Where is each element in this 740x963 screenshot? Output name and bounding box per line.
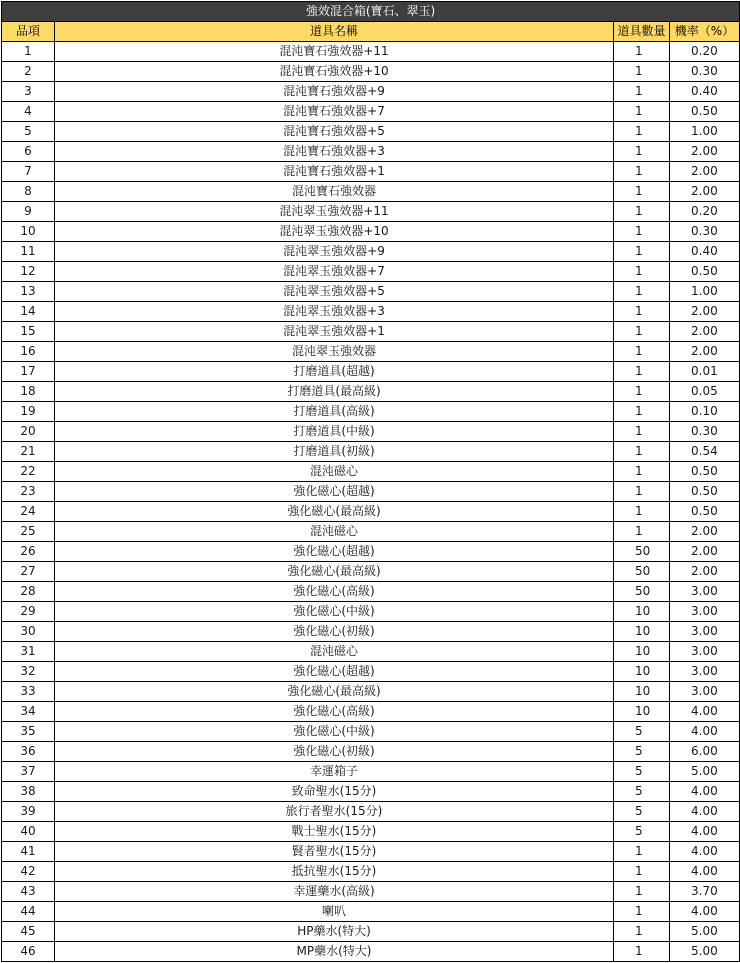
table-row — [2, 642, 740, 662]
item-probability-cell: 3.00 — [670, 622, 740, 642]
item-probability-cell: 2.00 — [670, 162, 740, 182]
item-probability-cell: 3.70 — [670, 882, 740, 902]
item-probability-cell: 4.00 — [670, 822, 740, 842]
item-quantity-cell: 1 — [614, 882, 670, 902]
item-quantity-cell: 1 — [614, 262, 670, 282]
item-quantity-cell: 1 — [614, 482, 670, 502]
item-quantity-cell: 1 — [614, 402, 670, 422]
item-quantity-cell: 5 — [614, 762, 670, 782]
table-row — [2, 722, 740, 742]
item-number-cell: 9 — [2, 202, 55, 222]
item-name-cell: MP藥水(特大) — [55, 942, 614, 962]
item-name-cell: 混沌翠玉強效器+1 — [55, 322, 614, 342]
item-number-cell: 32 — [2, 662, 55, 682]
item-probability-cell: 3.00 — [670, 602, 740, 622]
item-probability-cell: 2.00 — [670, 562, 740, 582]
item-name-cell: 強化磁心(中級) — [55, 722, 614, 742]
table-row — [2, 682, 740, 702]
item-probability-cell: 4.00 — [670, 862, 740, 882]
table-row — [2, 182, 740, 202]
table-row — [2, 62, 740, 82]
table-row — [2, 542, 740, 562]
item-quantity-cell: 1 — [614, 462, 670, 482]
table-row — [2, 502, 740, 522]
item-probability-cell: 0.05 — [670, 382, 740, 402]
item-probability-cell: 1.00 — [670, 122, 740, 142]
item-quantity-cell: 5 — [614, 722, 670, 742]
item-name-cell: 強化磁心(初級) — [55, 742, 614, 762]
item-number-cell: 42 — [2, 862, 55, 882]
table-row — [2, 662, 740, 682]
item-probability-cell: 0.50 — [670, 462, 740, 482]
item-number-cell: 11 — [2, 242, 55, 262]
item-name-cell: 幸運箱子 — [55, 762, 614, 782]
item-name-cell: 打磨道具(中級) — [55, 422, 614, 442]
item-quantity-cell: 10 — [614, 702, 670, 722]
table-row — [2, 222, 740, 242]
item-name-cell: 強化磁心(最高級) — [55, 562, 614, 582]
item-quantity-cell: 5 — [614, 742, 670, 762]
table-row — [2, 42, 740, 62]
item-number-cell: 40 — [2, 822, 55, 842]
item-name-cell: HP藥水(特大) — [55, 922, 614, 942]
item-number-cell: 13 — [2, 282, 55, 302]
item-probability-cell: 0.54 — [670, 442, 740, 462]
item-number-cell: 36 — [2, 742, 55, 762]
item-number-cell: 46 — [2, 942, 55, 962]
item-number-cell: 38 — [2, 782, 55, 802]
item-number-cell: 6 — [2, 142, 55, 162]
drop-rate-table — [1, 1, 740, 962]
item-number-cell: 28 — [2, 582, 55, 602]
item-number-cell: 43 — [2, 882, 55, 902]
item-probability-cell: 2.00 — [670, 542, 740, 562]
item-probability-cell: 0.30 — [670, 422, 740, 442]
table-row — [2, 562, 740, 582]
item-probability-cell: 2.00 — [670, 302, 740, 322]
item-name-cell: 混沌翠玉強效器 — [55, 342, 614, 362]
item-probability-cell: 3.00 — [670, 662, 740, 682]
item-name-cell: 幸運藥水(高級) — [55, 882, 614, 902]
table-row — [2, 282, 740, 302]
item-number-cell: 41 — [2, 842, 55, 862]
item-number-cell: 10 — [2, 222, 55, 242]
item-number-cell: 15 — [2, 322, 55, 342]
table-title-row — [2, 2, 740, 22]
item-name-cell: 混沌寶石強效器+9 — [55, 82, 614, 102]
item-probability-cell: 0.30 — [670, 62, 740, 82]
item-probability-cell: 0.10 — [670, 402, 740, 422]
item-probability-cell: 3.00 — [670, 682, 740, 702]
item-number-cell: 19 — [2, 402, 55, 422]
item-probability-cell: 2.00 — [670, 522, 740, 542]
item-number-cell: 3 — [2, 82, 55, 102]
item-probability-cell: 2.00 — [670, 322, 740, 342]
table-row — [2, 382, 740, 402]
item-probability-cell: 4.00 — [670, 782, 740, 802]
item-number-cell: 7 — [2, 162, 55, 182]
item-quantity-cell: 1 — [614, 122, 670, 142]
item-name-cell: 混沌寶石強效器+10 — [55, 62, 614, 82]
column-header-item-name: 道具名稱 — [55, 22, 614, 42]
item-quantity-cell: 1 — [614, 922, 670, 942]
item-probability-cell: 3.00 — [670, 642, 740, 662]
item-name-cell: 喇叭 — [55, 902, 614, 922]
column-header-row — [2, 22, 740, 42]
item-quantity-cell: 1 — [614, 422, 670, 442]
item-name-cell: 強化磁心(初級) — [55, 622, 614, 642]
item-probability-cell: 0.50 — [670, 262, 740, 282]
item-quantity-cell: 1 — [614, 842, 670, 862]
item-quantity-cell: 10 — [614, 622, 670, 642]
item-name-cell: 混沌寶石強效器+3 — [55, 142, 614, 162]
item-number-cell: 25 — [2, 522, 55, 542]
item-quantity-cell: 1 — [614, 62, 670, 82]
item-number-cell: 14 — [2, 302, 55, 322]
item-probability-cell: 5.00 — [670, 762, 740, 782]
item-probability-cell: 5.00 — [670, 922, 740, 942]
item-number-cell: 16 — [2, 342, 55, 362]
table-row — [2, 742, 740, 762]
item-probability-cell: 4.00 — [670, 902, 740, 922]
table-row — [2, 322, 740, 342]
item-probability-cell: 0.50 — [670, 482, 740, 502]
table-row — [2, 782, 740, 802]
table-row — [2, 122, 740, 142]
item-name-cell: 混沌磁心 — [55, 522, 614, 542]
item-name-cell: 旅行者聖水(15分) — [55, 802, 614, 822]
item-number-cell: 26 — [2, 542, 55, 562]
item-probability-cell: 0.20 — [670, 202, 740, 222]
table-row — [2, 262, 740, 282]
item-name-cell: 混沌翠玉強效器+9 — [55, 242, 614, 262]
table-row — [2, 622, 740, 642]
item-quantity-cell: 10 — [614, 642, 670, 662]
item-number-cell: 20 — [2, 422, 55, 442]
item-probability-cell: 0.40 — [670, 82, 740, 102]
table-row — [2, 302, 740, 322]
item-number-cell: 22 — [2, 462, 55, 482]
column-header-item-no: 品項 — [2, 22, 55, 42]
item-quantity-cell: 1 — [614, 282, 670, 302]
table-row — [2, 522, 740, 542]
item-number-cell: 37 — [2, 762, 55, 782]
item-name-cell: 抵抗聖水(15分) — [55, 862, 614, 882]
table-row — [2, 402, 740, 422]
table-row — [2, 902, 740, 922]
table-row — [2, 602, 740, 622]
item-quantity-cell: 1 — [614, 42, 670, 62]
item-name-cell: 打磨道具(最高級) — [55, 382, 614, 402]
item-number-cell: 35 — [2, 722, 55, 742]
table-row — [2, 582, 740, 602]
item-probability-cell: 6.00 — [670, 742, 740, 762]
item-quantity-cell: 1 — [614, 502, 670, 522]
item-name-cell: 混沌寶石強效器+7 — [55, 102, 614, 122]
column-header-probability: 機率（%） — [670, 22, 740, 42]
item-quantity-cell: 1 — [614, 862, 670, 882]
item-probability-cell: 0.01 — [670, 362, 740, 382]
item-number-cell: 44 — [2, 902, 55, 922]
item-name-cell: 強化磁心(超越) — [55, 542, 614, 562]
item-name-cell: 混沌寶石強效器+11 — [55, 42, 614, 62]
item-number-cell: 34 — [2, 702, 55, 722]
item-quantity-cell: 1 — [614, 442, 670, 462]
item-number-cell: 24 — [2, 502, 55, 522]
table-row — [2, 142, 740, 162]
item-name-cell: 打磨道具(初級) — [55, 442, 614, 462]
item-name-cell: 混沌翠玉強效器+10 — [55, 222, 614, 242]
item-probability-cell: 4.00 — [670, 702, 740, 722]
item-quantity-cell: 50 — [614, 562, 670, 582]
item-quantity-cell: 10 — [614, 602, 670, 622]
item-number-cell: 2 — [2, 62, 55, 82]
table-row — [2, 422, 740, 442]
item-probability-cell: 0.40 — [670, 242, 740, 262]
item-name-cell: 打磨道具(高級) — [55, 402, 614, 422]
table-row — [2, 462, 740, 482]
table-row — [2, 202, 740, 222]
table-row — [2, 802, 740, 822]
item-quantity-cell: 5 — [614, 782, 670, 802]
item-number-cell: 5 — [2, 122, 55, 142]
item-name-cell: 強化磁心(高級) — [55, 582, 614, 602]
item-quantity-cell: 1 — [614, 942, 670, 962]
item-quantity-cell: 10 — [614, 662, 670, 682]
item-probability-cell: 2.00 — [670, 342, 740, 362]
table-row — [2, 862, 740, 882]
item-name-cell: 混沌翠玉強效器+5 — [55, 282, 614, 302]
item-quantity-cell: 1 — [614, 162, 670, 182]
item-probability-cell: 3.00 — [670, 582, 740, 602]
item-number-cell: 29 — [2, 602, 55, 622]
item-quantity-cell: 1 — [614, 302, 670, 322]
item-probability-cell: 4.00 — [670, 802, 740, 822]
item-quantity-cell: 5 — [614, 822, 670, 842]
item-number-cell: 45 — [2, 922, 55, 942]
item-number-cell: 17 — [2, 362, 55, 382]
table-row — [2, 82, 740, 102]
item-probability-cell: 0.50 — [670, 102, 740, 122]
table-row — [2, 762, 740, 782]
item-name-cell: 混沌寶石強效器+1 — [55, 162, 614, 182]
table-body — [2, 42, 740, 962]
item-quantity-cell: 50 — [614, 582, 670, 602]
item-probability-cell: 4.00 — [670, 842, 740, 862]
item-name-cell: 混沌翠玉強效器+7 — [55, 262, 614, 282]
item-name-cell: 賢者聖水(15分) — [55, 842, 614, 862]
table-title: 強效混合箱(寶石、翠玉) — [2, 2, 740, 22]
item-number-cell: 30 — [2, 622, 55, 642]
item-number-cell: 33 — [2, 682, 55, 702]
item-number-cell: 18 — [2, 382, 55, 402]
item-quantity-cell: 1 — [614, 182, 670, 202]
item-number-cell: 31 — [2, 642, 55, 662]
item-probability-cell: 0.50 — [670, 502, 740, 522]
table-row — [2, 822, 740, 842]
item-name-cell: 致命聖水(15分) — [55, 782, 614, 802]
item-probability-cell: 0.30 — [670, 222, 740, 242]
table-row — [2, 102, 740, 122]
item-probability-cell: 5.00 — [670, 942, 740, 962]
item-quantity-cell: 1 — [614, 202, 670, 222]
item-name-cell: 強化磁心(超越) — [55, 662, 614, 682]
item-name-cell: 混沌磁心 — [55, 462, 614, 482]
item-number-cell: 1 — [2, 42, 55, 62]
item-name-cell: 強化磁心(高級) — [55, 702, 614, 722]
item-name-cell: 強化磁心(最高級) — [55, 502, 614, 522]
item-number-cell: 8 — [2, 182, 55, 202]
item-probability-cell: 2.00 — [670, 142, 740, 162]
table-row — [2, 482, 740, 502]
table-row — [2, 702, 740, 722]
item-quantity-cell: 1 — [614, 362, 670, 382]
item-quantity-cell: 1 — [614, 382, 670, 402]
item-quantity-cell: 1 — [614, 342, 670, 362]
table-row — [2, 942, 740, 962]
item-name-cell: 混沌寶石強效器 — [55, 182, 614, 202]
table-row — [2, 342, 740, 362]
item-number-cell: 4 — [2, 102, 55, 122]
item-quantity-cell: 5 — [614, 802, 670, 822]
item-quantity-cell: 1 — [614, 902, 670, 922]
item-quantity-cell: 1 — [614, 142, 670, 162]
item-quantity-cell: 1 — [614, 522, 670, 542]
table-row — [2, 242, 740, 262]
item-name-cell: 混沌翠玉強效器+3 — [55, 302, 614, 322]
item-quantity-cell: 1 — [614, 242, 670, 262]
item-quantity-cell: 1 — [614, 322, 670, 342]
item-quantity-cell: 50 — [614, 542, 670, 562]
item-name-cell: 混沌翠玉強效器+11 — [55, 202, 614, 222]
item-name-cell: 強化磁心(超越) — [55, 482, 614, 502]
item-probability-cell: 1.00 — [670, 282, 740, 302]
item-name-cell: 打磨道具(超越) — [55, 362, 614, 382]
item-probability-cell: 0.20 — [670, 42, 740, 62]
item-number-cell: 27 — [2, 562, 55, 582]
item-quantity-cell: 10 — [614, 682, 670, 702]
item-number-cell: 23 — [2, 482, 55, 502]
item-name-cell: 強化磁心(最高級) — [55, 682, 614, 702]
item-name-cell: 強化磁心(中級) — [55, 602, 614, 622]
table-row — [2, 842, 740, 862]
item-number-cell: 21 — [2, 442, 55, 462]
table-row — [2, 922, 740, 942]
item-number-cell: 39 — [2, 802, 55, 822]
item-name-cell: 混沌磁心 — [55, 642, 614, 662]
item-name-cell: 戰士聖水(15分) — [55, 822, 614, 842]
item-name-cell: 混沌寶石強效器+5 — [55, 122, 614, 142]
item-probability-cell: 4.00 — [670, 722, 740, 742]
table-row — [2, 162, 740, 182]
item-number-cell: 12 — [2, 262, 55, 282]
table-row — [2, 882, 740, 902]
column-header-quantity: 道具數量 — [614, 22, 670, 42]
item-probability-cell: 2.00 — [670, 182, 740, 202]
item-quantity-cell: 1 — [614, 82, 670, 102]
table-row — [2, 442, 740, 462]
table-row — [2, 362, 740, 382]
item-quantity-cell: 1 — [614, 102, 670, 122]
item-quantity-cell: 1 — [614, 222, 670, 242]
